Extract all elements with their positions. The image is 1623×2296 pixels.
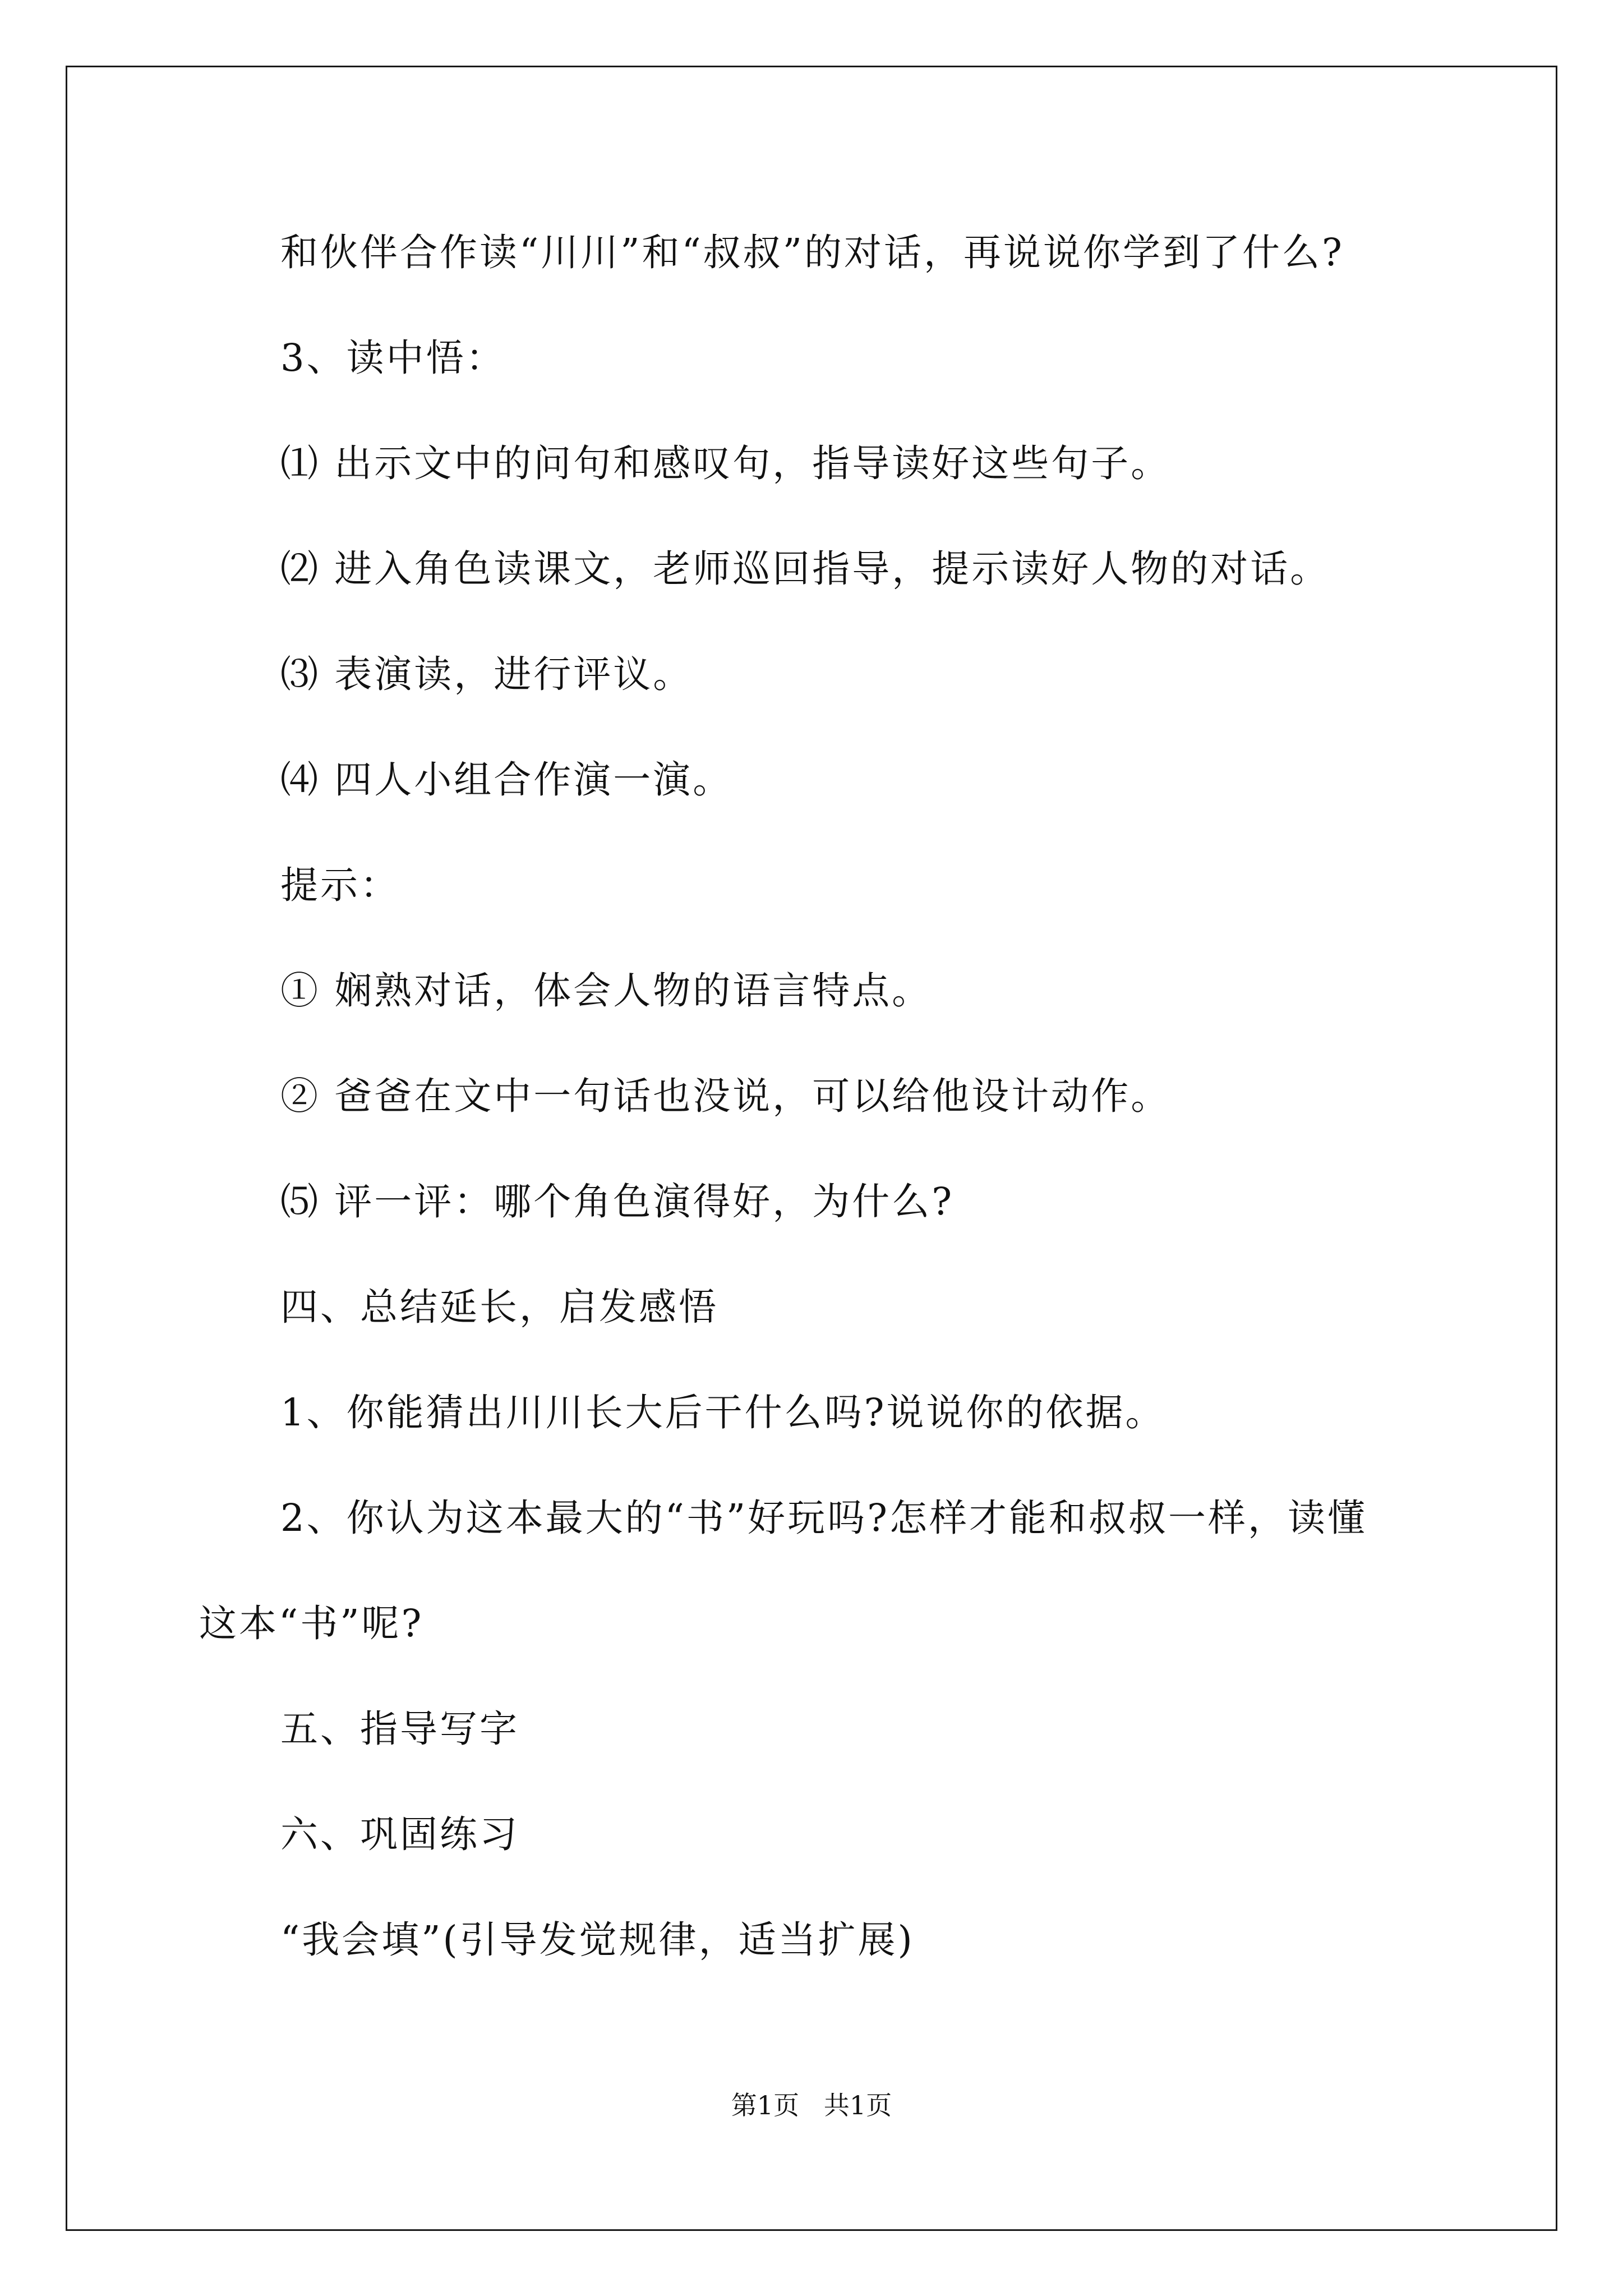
- paragraph-line: “我会填”(引导发觉规律，适当扩展): [280, 1918, 915, 1962]
- page-footer: 第1页 共1页: [731, 2090, 892, 2120]
- paragraph-line: ⑸ 评一评：哪个角色演得好，为什么?: [280, 1180, 955, 1223]
- paragraph-line: ⑴ 出示文中的问句和感叹句，指导读好这些句子。: [280, 441, 1171, 485]
- paragraph-line: 六、巩固练习: [280, 1812, 519, 1856]
- paragraph-line: ⑵ 进入角色读课文，老师巡回指导，提示读好人物的对话。: [280, 547, 1330, 591]
- paragraph-line: 提示：: [280, 863, 400, 907]
- paragraph-line: 这本“书”呢?: [199, 1602, 424, 1645]
- paragraph-line: 和伙伴合作读“川川”和“叔叔”的对话，再说说你学到了什么?: [280, 231, 1344, 274]
- paragraph-line: 3、读中悟：: [280, 336, 506, 380]
- paragraph-line: ⑶ 表演读，进行评议。: [280, 652, 693, 696]
- paragraph-line: 1、你能猜出川川长大后干什么吗?说说你的依据。: [280, 1391, 1165, 1434]
- paragraph-line: 2、你认为这本最大的“书”好玩吗?怎样才能和叔叔一样，读懂: [280, 1496, 1368, 1540]
- paragraph-line: ① 娴熟对话，体会人物的语言特点。: [280, 969, 932, 1013]
- paragraph-line: ② 爸爸在文中一句话也没说，可以给他设计动作。: [280, 1074, 1171, 1118]
- paragraph-line: ⑷ 四人小组合作演一演。: [280, 758, 733, 802]
- paragraph-line: 四、总结延长，启发感悟: [280, 1285, 718, 1329]
- paragraph-line: 五、指导写字: [280, 1707, 519, 1751]
- page-border: [66, 66, 1557, 2231]
